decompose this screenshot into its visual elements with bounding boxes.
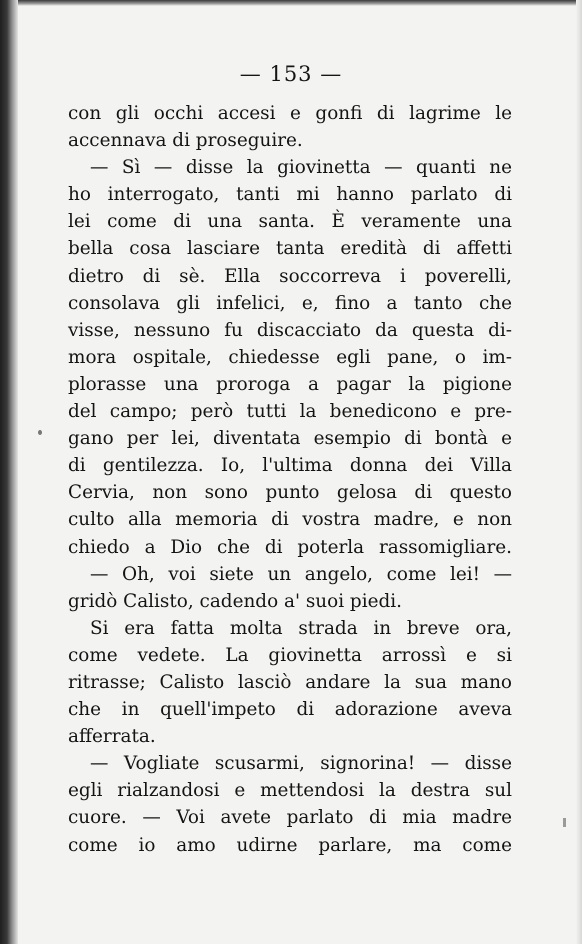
text-line: ritrasse; Calisto lasciò andare la sua mano <box>68 671 512 693</box>
text-line: mora ospitale, chiedesse egli pane, o im- <box>68 346 512 368</box>
text-line: visse, nessuno fu discacciato da questa di- <box>68 319 512 341</box>
margin-speck <box>563 818 566 827</box>
text-line: culto alla memoria di vostra madre, e non <box>68 509 512 531</box>
text-line: egli rialzandosi e mettendosi la destra sul <box>68 780 512 802</box>
text-line: — Sì — disse la giovinetta — quanti ne <box>90 157 512 179</box>
text-line: dietro di sè. Ella soccorreva i poverelli, <box>68 265 512 287</box>
page-top-edge <box>0 0 582 6</box>
text-line: come vedete. La giovinetta arrossì e si <box>68 644 512 666</box>
text-line: che in quell'impeto di adorazione aveva <box>68 699 512 721</box>
text-line: chiedo a Dio che di poterla rassomigliare. <box>68 536 512 558</box>
text-line: — Vogliate scusarmi, signorina! — disse <box>90 753 512 775</box>
page-number: — 153 — <box>239 62 343 86</box>
text-line: afferrata. <box>68 726 156 748</box>
text-line: come io amo udirne parlare, ma come <box>68 834 512 856</box>
text-line: del campo; però tutti la benedicono e pre- <box>68 401 512 423</box>
margin-speck <box>38 430 42 435</box>
text-line: — Oh, voi siete un angelo, come lei! — <box>90 563 512 585</box>
page-right-edge <box>576 0 582 944</box>
body-text <box>68 100 512 859</box>
text-line: con gli occhi accesi e gonfi di lagrime le <box>68 103 512 124</box>
text-line: gridò Calisto, cadendo a' suoi piedi. <box>68 590 402 612</box>
text-line: accennava di proseguire. <box>68 130 303 152</box>
text-line: Si era fatta molta strada in breve ora, <box>90 617 512 639</box>
book-spine-shadow <box>0 0 18 944</box>
text-line: Cervia, non sono punto gelosa di questo <box>68 482 512 504</box>
text-line: plorasse una proroga a pagar la pigione <box>68 373 512 395</box>
text-line: cuore. — Voi avete parlato di mia madre <box>68 807 512 829</box>
text-line: gano per lei, diventata esempio di bontà e <box>68 428 512 450</box>
text-line: bella cosa lasciare tanta eredità di affetti <box>68 238 512 260</box>
text-line: consolava gli infelici, e, fino a tanto che <box>68 292 512 314</box>
text-line: ho interrogato, tanti mi hanno parlato di <box>68 184 512 206</box>
text-line: lei come di una santa. È veramente una <box>68 211 512 233</box>
text-line: di gentilezza. Io, l'ultima donna dei Villa <box>68 455 512 477</box>
